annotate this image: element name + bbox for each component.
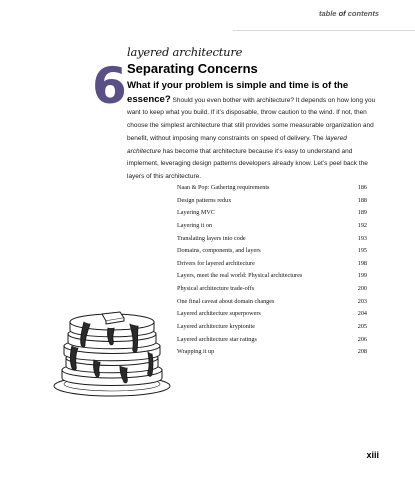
toc-entry[interactable] — [177, 308, 367, 321]
toc-entry-page: 200 — [357, 285, 367, 293]
toc-entry-page: 189 — [357, 209, 367, 217]
toc-entry-title: Layers, meet the real world: Physical architectures — [177, 272, 303, 280]
toc-entry[interactable] — [177, 195, 367, 208]
toc-entry[interactable] — [177, 346, 367, 359]
intro-emphasis: layered architecture — [127, 134, 347, 155]
chapter-intro — [127, 80, 382, 184]
toc-entry-page: 208 — [357, 348, 367, 356]
intro-lead: What if your problem is simple and time is of the essence? — [127, 80, 349, 105]
toc-entry-title: Physical architecture trade-offs — [177, 285, 255, 293]
running-head-contents: contents — [347, 9, 379, 18]
intro-body-2: has become that architecture because it’s easy to understand and implement, leveraging design patterns developers already know. Let’s peel back the layers of this architecture. — [127, 147, 368, 180]
toc-entry-title: Layered architecture kryptonite — [177, 323, 255, 331]
toc-entry-title: Translating layers into code — [177, 234, 246, 242]
toc-entry-page: 204 — [357, 310, 367, 318]
toc-entry-title: Layering MVC — [177, 209, 215, 217]
toc-entry-page: 203 — [357, 297, 367, 305]
toc-entry-title: Layered architecture star ratings — [177, 335, 257, 343]
toc-entry[interactable] — [177, 245, 367, 258]
toc-entry-title: Layering it on — [177, 221, 213, 229]
toc-list — [177, 182, 367, 359]
toc-entry-title: Design patterns redux — [177, 196, 232, 204]
toc-entry[interactable] — [177, 182, 367, 195]
toc-entry-page: 192 — [357, 221, 367, 229]
toc-entry-page: 199 — [357, 272, 367, 280]
toc-entry[interactable] — [177, 321, 367, 334]
toc-entry-page: 193 — [357, 234, 367, 242]
toc-entry-page: 206 — [357, 335, 367, 343]
toc-entry-page: 188 — [357, 196, 367, 204]
pancake-stack-illustration — [50, 300, 175, 400]
chapter-title: Separating Concerns — [127, 61, 258, 76]
toc-entry-title: Layered architecture superpowers — [177, 310, 261, 318]
toc-entry-page: 198 — [357, 259, 367, 267]
running-head — [319, 9, 379, 23]
toc-entry-title: Drivers for layered architecture — [177, 259, 255, 267]
toc-entry-title: Naan & Pop: Gathering requirements — [177, 184, 270, 191]
toc-entry[interactable] — [177, 270, 367, 283]
toc-entry[interactable] — [177, 334, 367, 347]
toc-entry-title: Wrapping it up — [177, 348, 215, 356]
toc-entry[interactable] — [177, 283, 367, 296]
toc-entry[interactable] — [177, 220, 367, 233]
running-head-table: table — [318, 9, 337, 18]
toc-entry[interactable] — [177, 207, 367, 220]
chapter-number: 6 — [92, 57, 127, 115]
page-number: xiii — [366, 450, 379, 460]
chapter-kicker: layered architecture — [127, 45, 243, 59]
toc-entry-page: 205 — [357, 323, 367, 331]
running-head-of: of — [336, 9, 348, 18]
intro-body-1: Should you even bother with architecture? It depends on how long you want to keep what you build. If it’s disposable, throw caution to the wind. If not, then choose the simplest architecture that still provides some measurable organization and benefit, without imposing many constraints on speed of delivery. The — [127, 96, 376, 142]
toc-entry[interactable] — [177, 233, 367, 246]
toc-entry[interactable] — [177, 258, 367, 271]
toc-entry-page: 195 — [357, 247, 367, 255]
toc-entry-title: Domains, components, and layers — [177, 247, 261, 255]
toc-entry-title: One final caveat about domain changes — [177, 297, 275, 305]
toc-entry-page: 186 — [357, 184, 367, 191]
toc-entry[interactable] — [177, 296, 367, 309]
header-rule — [233, 30, 415, 31]
